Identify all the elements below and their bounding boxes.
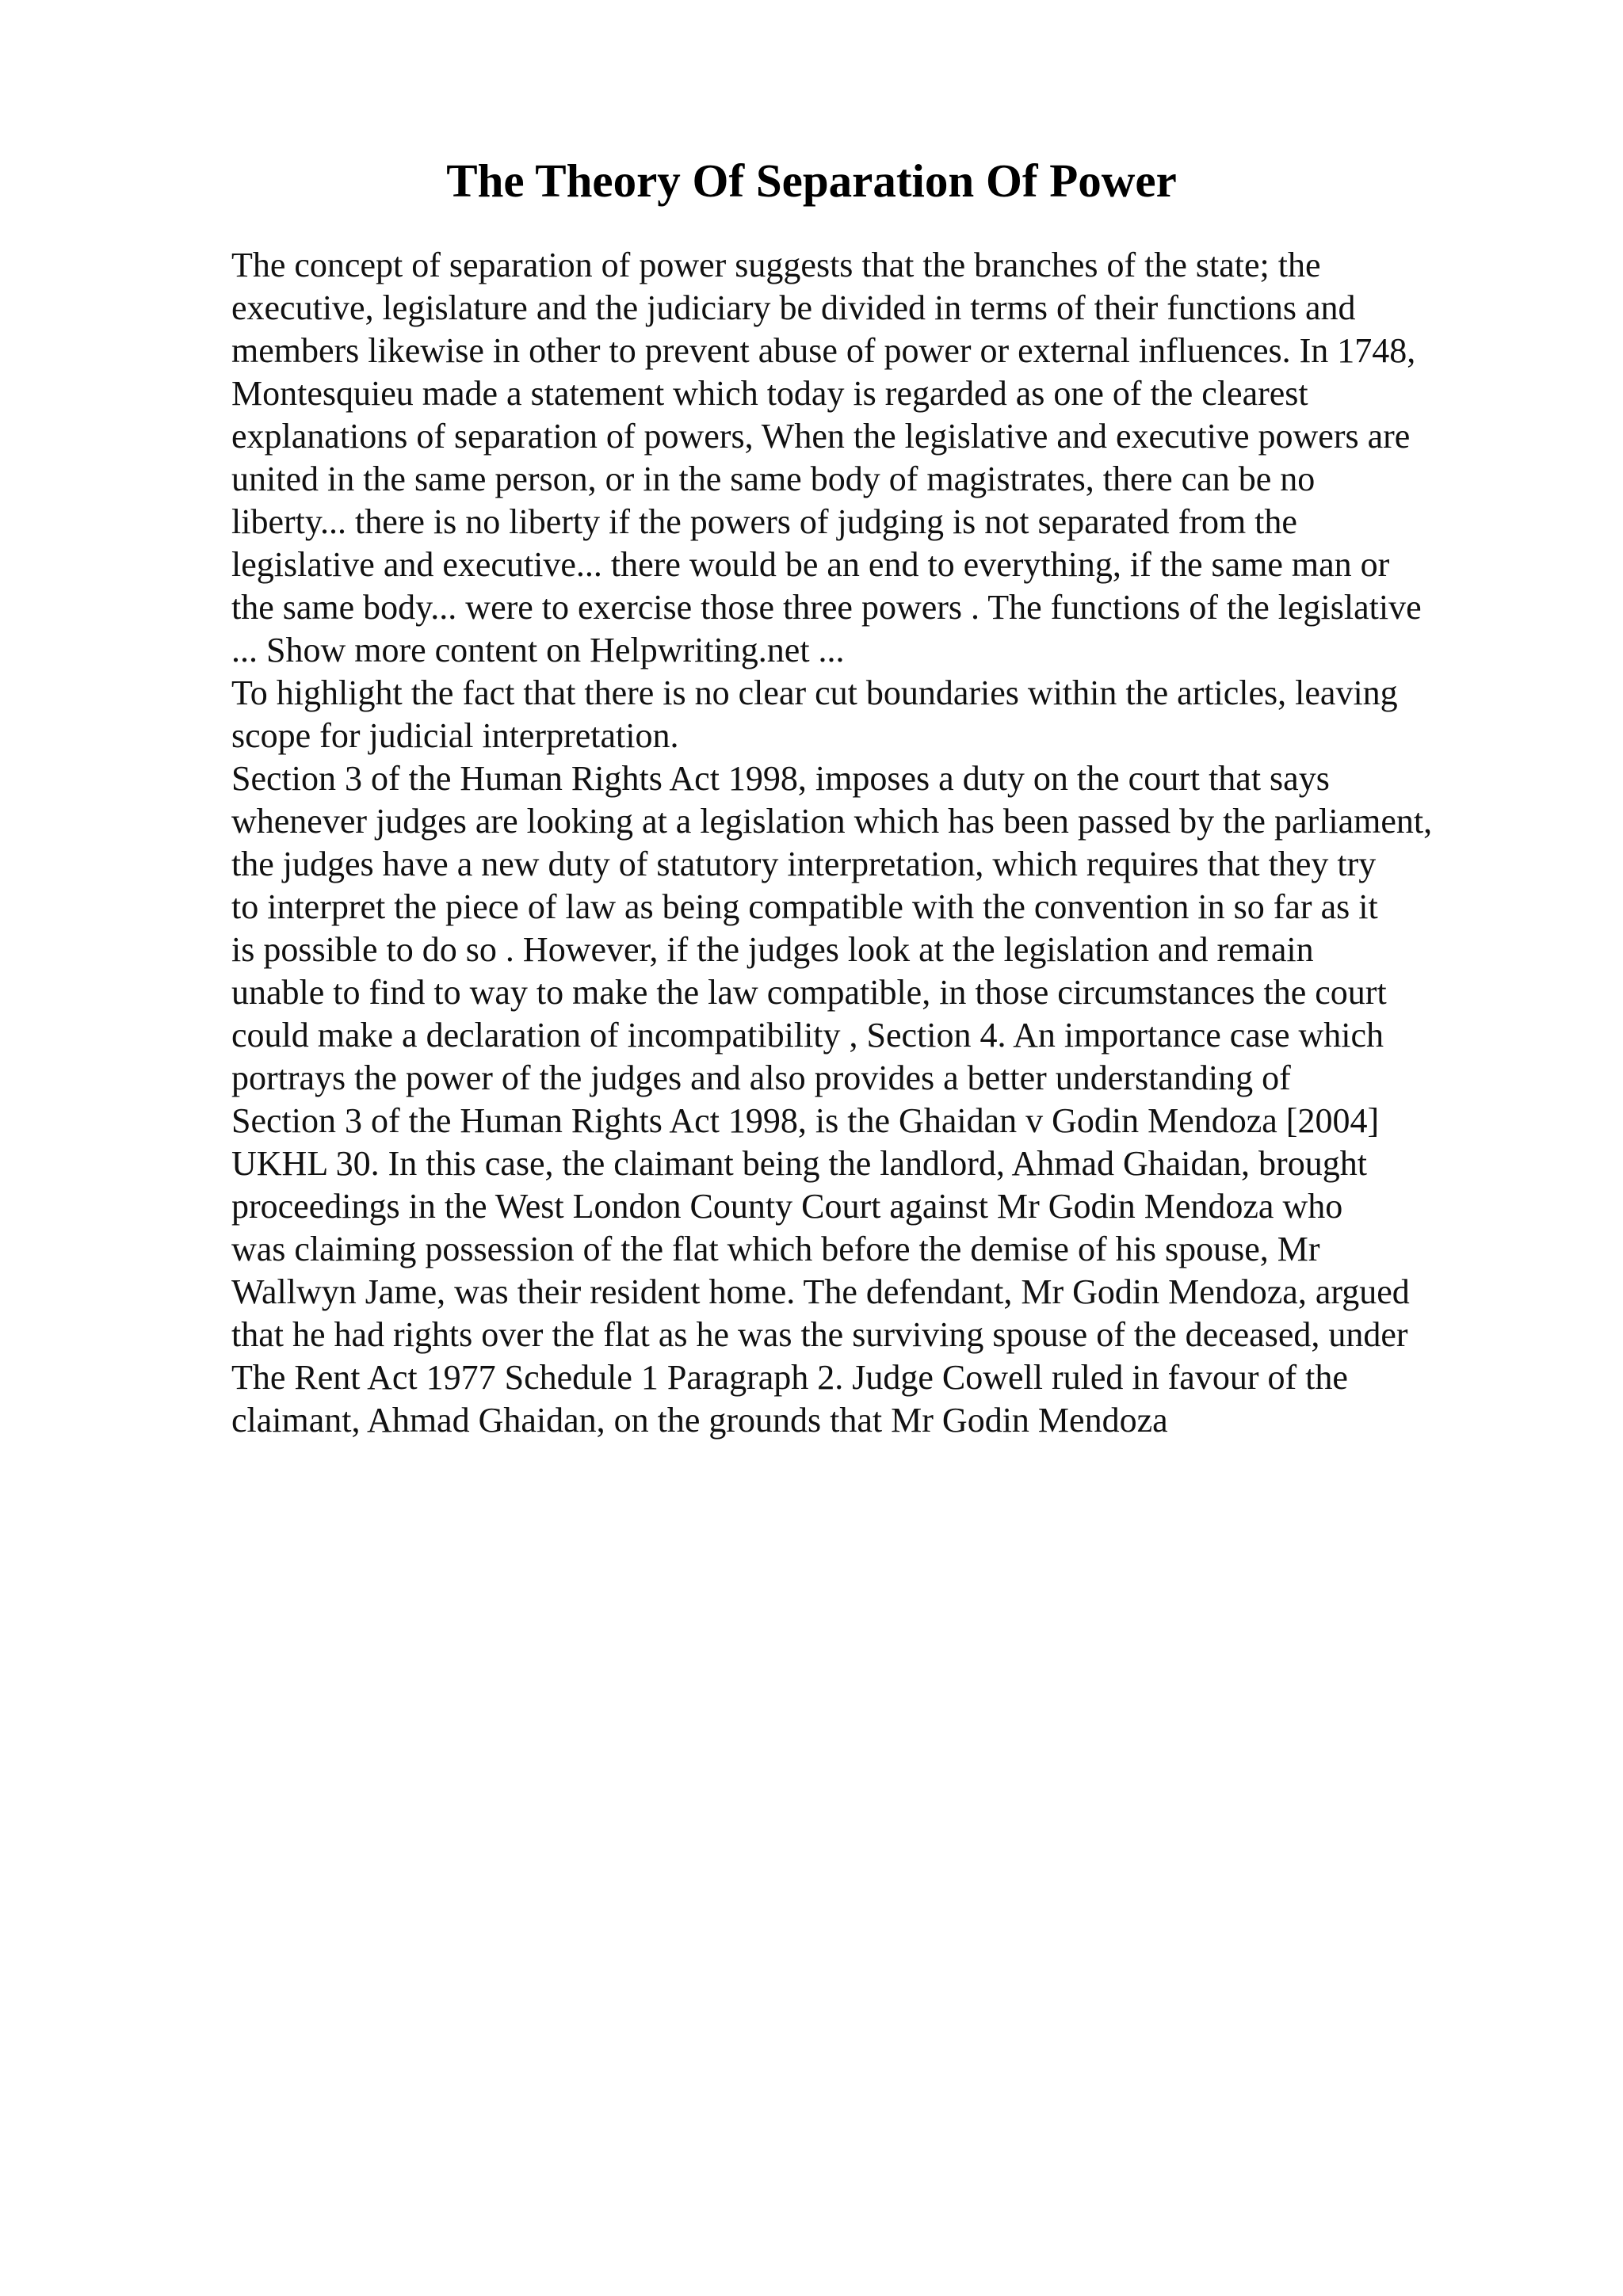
body-line: to interpret the piece of law as being compatible with the convention in so far as it (231, 887, 1378, 926)
body-line: UKHL 30. In this case, the claimant being the landlord, Ahmad Ghaidan, brought (231, 1144, 1367, 1183)
body-line: explanations of separation of powers, When the legislative and executive powers are (231, 417, 1411, 456)
body-line: executive, legislature and the judiciary be divided in terms of their functions and (231, 288, 1356, 327)
document-body (231, 244, 1531, 1442)
body-line: proceedings in the West London County Court against Mr Godin Mendoza who (231, 1187, 1343, 1226)
body-line: Section 3 of the Human Rights Act 1998, is the Ghaidan v Godin Mendoza [2004] (231, 1101, 1380, 1140)
body-line: Section 3 of the Human Rights Act 1998, imposes a duty on the court that says (231, 759, 1330, 798)
body-line: Montesquieu made a statement which today is regarded as one of the clearest (231, 374, 1308, 413)
body-line: could make a declaration of incompatibility , Section 4. An importance case which (231, 1016, 1384, 1055)
body-line: is possible to do so . However, if the judges look at the legislation and remain (231, 930, 1314, 969)
body-line: scope for judicial interpretation. (231, 716, 679, 755)
body-line: Wallwyn Jame, was their resident home. The defendant, Mr Godin Mendoza, argued (231, 1272, 1410, 1311)
body-line: whenever judges are looking at a legislation which has been passed by the parliament, (231, 802, 1433, 841)
body-line: was claiming possession of the flat which before the demise of his spouse, Mr (231, 1230, 1320, 1268)
body-line: claimant, Ahmad Ghaidan, on the grounds that Mr Godin Mendoza (231, 1401, 1168, 1440)
body-line: the judges have a new duty of statutory interpretation, which requires that they try (231, 845, 1377, 883)
body-line: the same body... were to exercise those three powers . The functions of the legislative (231, 588, 1422, 627)
body-line: To highlight the fact that there is no clear cut boundaries within the articles, leaving (231, 673, 1398, 712)
body-line: The concept of separation of power suggests that the branches of the state; the (231, 246, 1321, 284)
body-line: The Rent Act 1977 Schedule 1 Paragraph 2. Judge Cowell ruled in favour of the (231, 1358, 1348, 1397)
body-line: united in the same person, or in the same body of magistrates, there can be no (231, 460, 1316, 498)
body-line: unable to find to way to make the law compatible, in those circumstances the court (231, 973, 1387, 1012)
body-line: legislative and executive... there would be an end to everything, if the same man or (231, 545, 1390, 584)
body-line: liberty... there is no liberty if the powers of judging is not separated from the (231, 502, 1297, 541)
body-line: members likewise in other to prevent abuse of power or external influences. In 1748, (231, 331, 1416, 370)
page-title: The Theory Of Separation Of Power (446, 154, 1177, 207)
body-line: ... Show more content on Helpwriting.net ... (231, 631, 845, 669)
body-line: portrays the power of the judges and also provides a better understanding of (231, 1058, 1291, 1097)
body-line: that he had rights over the flat as he was the surviving spouse of the deceased, under (231, 1315, 1408, 1354)
